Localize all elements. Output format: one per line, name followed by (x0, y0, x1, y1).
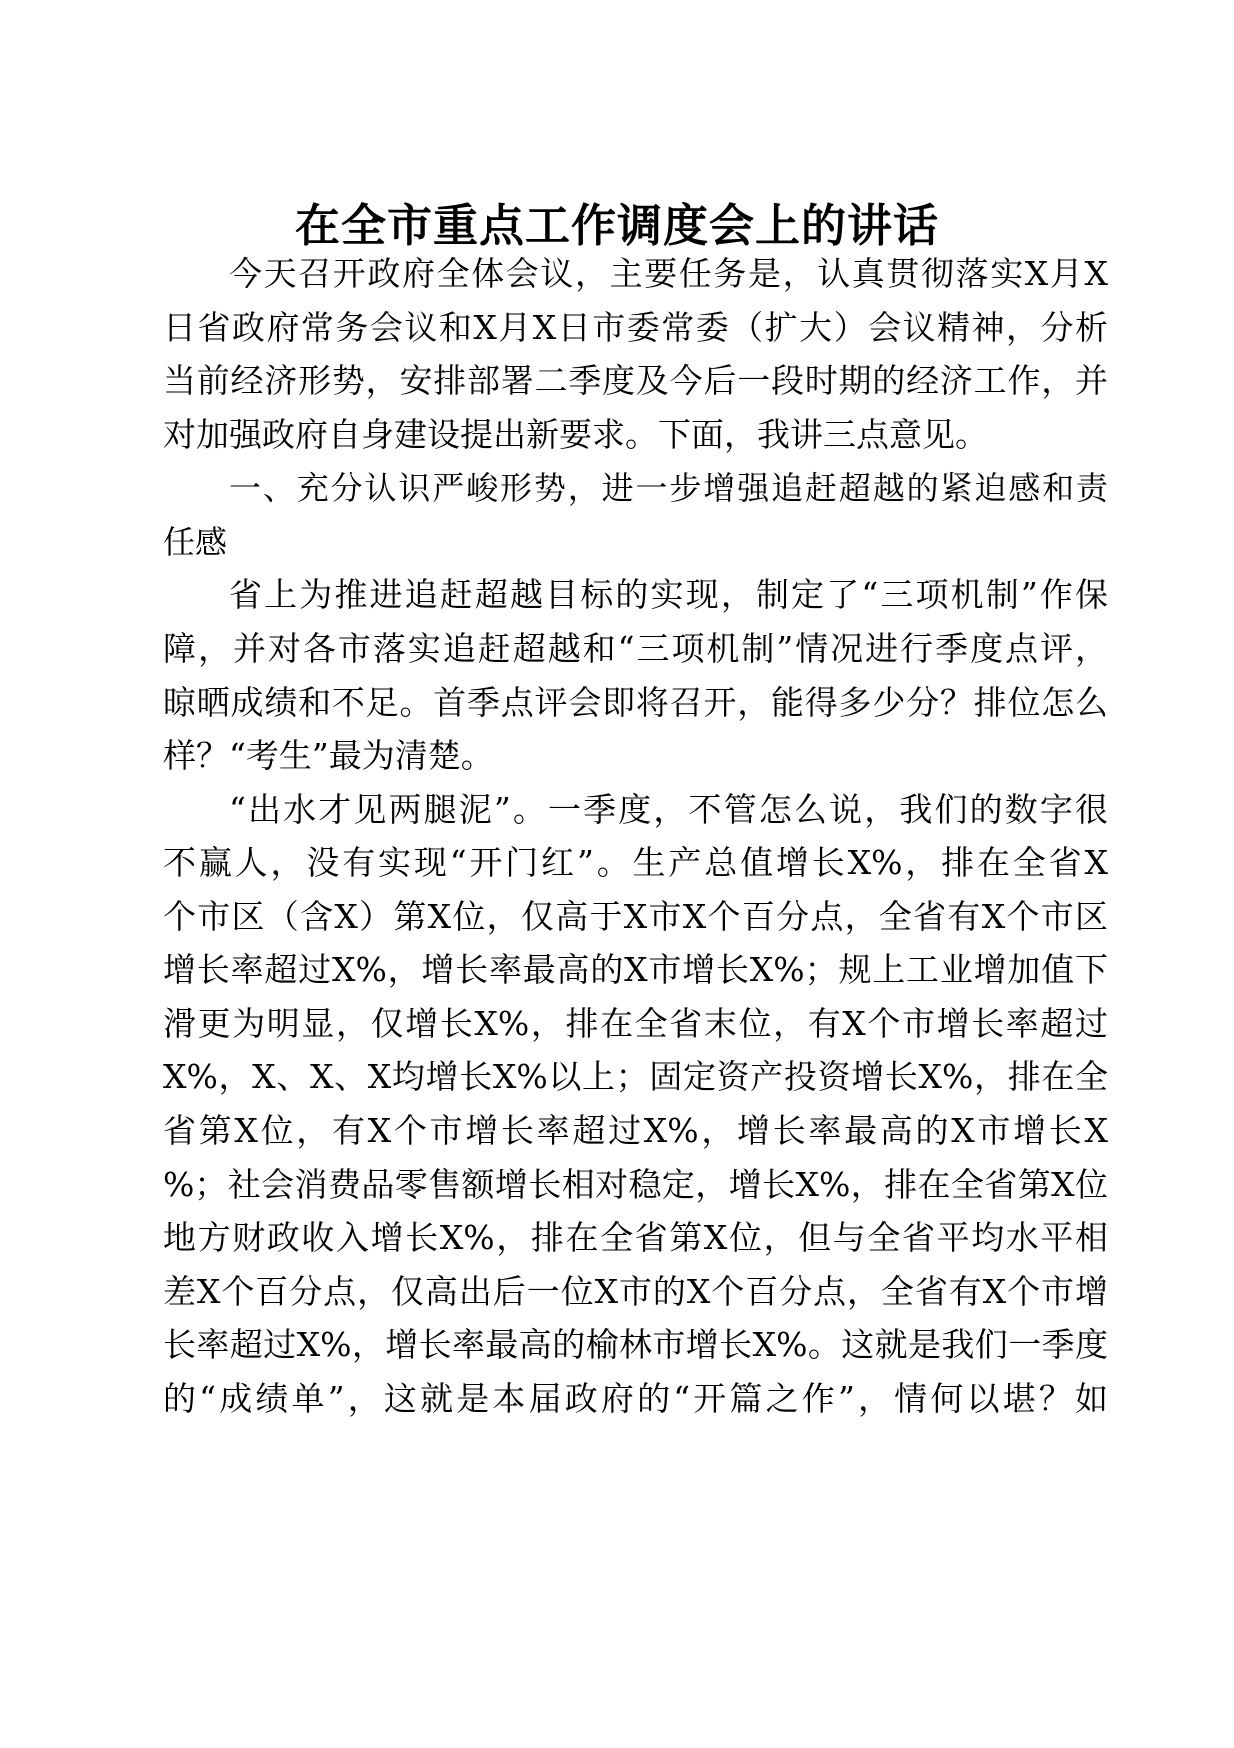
paragraph-line: 增长率超过X%，增长率最高的X市增长X%；规上工业增加值下 (163, 950, 1108, 989)
paragraph-line: 对加强政府自身建设提出新要求。下面，我讲三点意见。 (163, 415, 988, 454)
paragraph-line: 个市区（含X）第X位，仅高于X市X个百分点，全省有X个市区 (163, 897, 1108, 936)
paragraph-line: 今天召开政府全体会议，主要任务是，认真贯彻落实X月X (229, 254, 1108, 293)
section-heading-line: 任感 (163, 523, 228, 561)
paragraph-line: %；社会消费品零售额增长相对稳定，增长X%，排在全省第X位 (163, 1165, 1108, 1204)
paragraph-line: 日省政府常务会议和X月X日市委常委（扩大）会议精神，分析 (163, 308, 1108, 347)
paragraph-line: 长率超过X%，增长率最高的榆林市增长X%。这就是我们一季度 (163, 1325, 1108, 1364)
paragraph-line: 差X个百分点，仅高出后一位X市的X个百分点，全省有X个市增 (163, 1272, 1108, 1311)
paragraph-line: 地方财政收入增长X%，排在全省第X位，但与全省平均水平相 (163, 1218, 1108, 1257)
paragraph-line: X%，X、X、X均增长X%以上；固定资产投资增长X%，排在全 (163, 1057, 1108, 1096)
paragraph-line: “出水才见两腿泥”。一季度，不管怎么说，我们的数字很 (229, 790, 1108, 829)
paragraph-line: 障，并对各市落实追赶超越和“三项机制”情况进行季度点评， (163, 629, 1108, 668)
paragraph-line: 滑更为明显，仅增长X%，排在全省末位，有X个市增长率超过 (163, 1004, 1108, 1043)
section-heading-line: 一、充分认识严峻形势，进一步增强追赶超越的紧迫感和责 (229, 469, 1108, 507)
paragraph-line: 当前经济形势，安排部署二季度及今后一段时期的经济工作，并 (163, 361, 1108, 400)
paragraph-line: 的“成绩单”，这就是本届政府的“开篇之作”，情何以堪？如 (163, 1379, 1108, 1418)
paragraph-line: 不赢人，没有实现“开门红”。生产总值增长X%，排在全省X (163, 843, 1108, 882)
paragraph-line: 晾晒成绩和不足。首季点评会即将召开，能得多少分？排位怎么 (163, 683, 1108, 722)
paragraph-line: 省第X位，有X个市增长率超过X%，增长率最高的X市增长X (163, 1111, 1108, 1150)
paragraph-line: 样？“考生”最为清楚。 (163, 736, 494, 775)
document-title: 在全市重点工作调度会上的讲话 (294, 199, 939, 252)
paragraph-line: 省上为推进追赶超越目标的实现，制定了“三项机制”作保 (229, 575, 1108, 614)
